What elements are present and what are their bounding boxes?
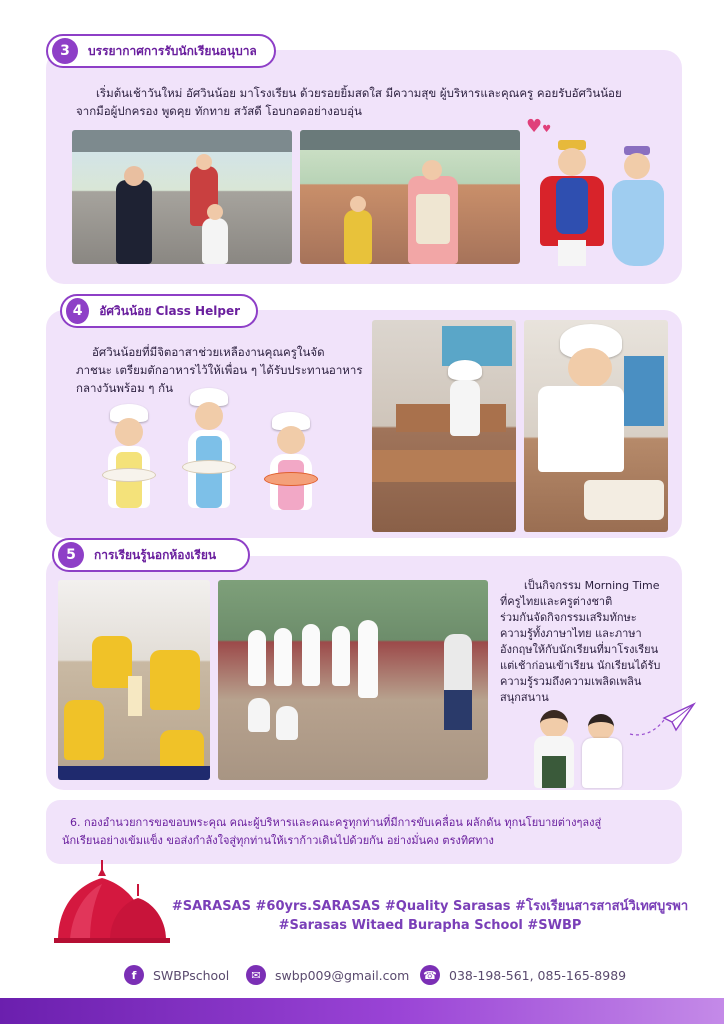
section-5-text-line5: อังกฤษให้กับนักเรียนที่มาโรงเรียน [500,643,659,656]
section-4-text-line1: อัศวินน้อยที่มีจิตอาสาช่วยเหลืองานคุณครูในจัด [92,345,325,359]
email-icon: ✉ [246,965,266,985]
section-4-text-line2: ภาชนะ เตรียมตักอาหารไว้ให้เพื่อน ๆ ได้รับประทานอาหาร [76,363,363,377]
contact-facebook[interactable] [124,965,229,985]
section-5-text-line2: ที่ครูไทยและครูต่างชาติ [500,595,613,608]
section-5-text-line1: เป็นกิจกรรม Morning Time [524,579,660,592]
photo-outdoor-learning [218,580,488,780]
section-4-text-line3: กลางวันพร้อม ๆ กัน [76,381,173,395]
section-3-badge [46,34,276,68]
section-6-text-line2: นักเรียนอย่างเข้มแข็ง ขอส่งกำลังใจสู่ทุกท่านให้เราก้าวเดินไปด้วยกัน อย่างมั่นคง ตรงทิศทาง [62,834,494,847]
hashtags-line1: #SARASAS #60yrs.SARASAS #Quality Sarasas #โรงเรียนสารสาสน์วิเทศบูรพา [171,899,689,914]
section-5-title: การเรียนรู้นอกห้องเรียน [94,547,217,562]
costume-kid-princess [608,146,668,266]
section-4-badge [60,294,258,328]
costume-kid-prince [540,140,604,266]
section-5-number: 5 [58,542,84,568]
kids-sticker [530,710,640,790]
dome-decoration-icon [50,860,174,944]
photo-morning-time-activity [58,580,210,780]
heart-stickers: ♥♥ [526,116,552,137]
contact-phone[interactable] [420,965,626,985]
hashtags [160,897,700,935]
section-5-text [500,578,680,706]
section-5-text-line7: ความรู้รวมถึงความเพลิดเพลิน [500,675,642,688]
section-5-text-line8: สนุกสนาน [500,691,549,704]
class-helper-kid-2 [186,388,234,526]
paper-plane-icon [628,698,698,740]
class-helper-kid-3 [268,412,316,526]
facebook-handle: SWBPschool [153,967,230,983]
photo-class-helper-1 [372,320,516,532]
section-3-text-line1: เริ่มต้นเช้าวันใหม่ อัศวินน้อย มาโรงเรียน ด้วยรอยยิ้มสดใส มีความสุข ผู้บริหารและคุณครู คอยรับอัศวินน้อย [96,86,622,100]
class-helper-kid-1 [106,404,154,526]
section-3-text-line2: จากมือผู้ปกครอง พูดคุย ทักทาย สวัสดี โอบกอดอย่างอบอุ่น [76,104,362,118]
section-4-number: 4 [66,298,89,324]
section-3-title: บรรยากาศการรับนักเรียนอนุบาล [88,43,257,58]
section-3-number: 3 [52,38,78,64]
contact-email[interactable] [246,965,409,985]
section-6-text-line1: 6. กองอำนวยการขอขอบพระคุณ คณะผู้บริหารและคณะครูทุกท่านที่มีการขับเคลื่อน ผลักดัน ทุกนโยบายต่างๆลงสู่ [70,816,602,829]
facebook-icon: f [124,965,144,985]
section-5-text-line6: แต่เช้าก่อนเข้าเรียน นักเรียนได้รับ [500,659,661,672]
section-5-badge [52,538,250,572]
photo-morning-greeting-1 [72,130,292,264]
section-5-text-line3: ร่วมกันจัดกิจกรรมเสริมทักษะ [500,611,637,624]
phone-numbers: 038-198-561, 085-165-8989 [449,967,627,983]
footer-bar [0,998,724,1024]
section-4-title: อัศวินน้อย Class Helper [99,303,240,318]
email-address: swbp009@gmail.com [275,967,410,983]
section-5-text-line4: ความรู้ทั้งภาษาไทย และภาษา [500,627,642,640]
photo-morning-greeting-2 [300,130,520,264]
phone-icon: ☎ [420,965,440,985]
hashtags-line2: #Sarasas Witaed Burapha School #SWBP [278,918,582,933]
photo-class-helper-2 [524,320,668,532]
